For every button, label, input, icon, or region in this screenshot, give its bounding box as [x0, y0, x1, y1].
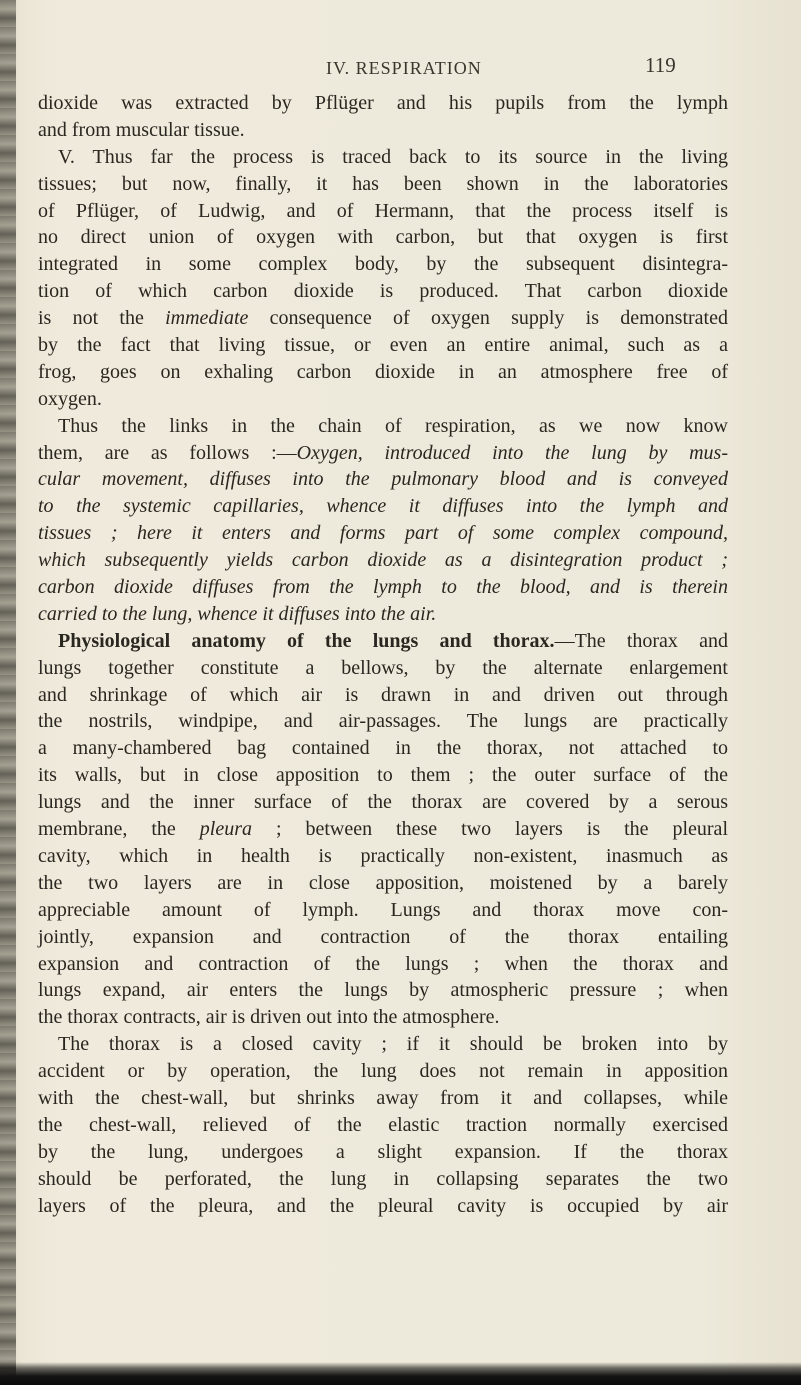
text-line [38, 520, 728, 547]
text-line [38, 466, 728, 493]
text-line: and shrinkage of which air is drawn in and driven out through [38, 683, 728, 706]
text-run: Thus the links in the chain of respiration, as we now know [58, 414, 728, 437]
text-line: lungs expand, air enters the lungs by atmospheric pressure ; when [38, 979, 728, 1002]
text-line: dioxide was extracted by Pflüger and his pupils from the lymph [38, 92, 728, 114]
text-line: frog, goes on exhaling carbon dioxide in an atmosphere free of [38, 360, 728, 383]
text-line: the chest-wall, relieved of the elastic traction normally exercised [38, 1113, 728, 1136]
text-line [38, 816, 728, 843]
text-line: cavity, which in health is practically non-existent, inasmuch as [38, 844, 728, 867]
text-line: appreciable amount of lymph. Lungs and thorax move con- [38, 898, 728, 921]
text-line: accident or by operation, the lung does not remain in apposition [38, 1060, 728, 1083]
text-line: lungs together constitute a bellows, by the alternate enlargement [38, 656, 728, 679]
text-line: a many-chambered bag contained in the thorax, not attached to [38, 737, 728, 760]
text-line: the two layers are in close apposition, moistened by a barely [38, 871, 728, 894]
text-line: The thorax is a closed cavity ; if it should be broken into by [58, 1033, 728, 1056]
text-run: is not the [38, 307, 166, 330]
text-run: them, are as follows :— [38, 441, 297, 464]
page-number: 119 [645, 53, 676, 77]
text-run: membrane, the [38, 818, 200, 841]
text-line [38, 628, 728, 655]
text-run: which subsequently yields carbon dioxide as a disintegration product ; [38, 549, 728, 572]
text-run: Physiological anatomy of the lungs and thorax. [58, 629, 555, 652]
text-run: tissues ; here it enters and forms part of some complex compound, [38, 522, 728, 545]
text-line: integrated in some complex body, by the subsequent disintegra- [38, 253, 728, 276]
text-line: should be perforated, the lung in collapsing separates the two [38, 1167, 728, 1190]
text-line: the thorax contracts, air is driven out into the atmosphere. [38, 1006, 500, 1029]
text-line [38, 305, 728, 332]
text-line [38, 493, 728, 520]
text-line [38, 574, 728, 601]
text-line: tion of which carbon dioxide is produced. That carbon dioxide [38, 280, 728, 303]
text-run: carbon dioxide diffuses from the lymph to the blood, and is therein [38, 576, 728, 599]
text-line: the nostrils, windpipe, and air-passages. The lungs are practically [38, 710, 728, 733]
text-line [38, 547, 728, 574]
running-head [40, 44, 780, 80]
text-line [38, 440, 728, 467]
text-line: V. Thus far the process is traced back to its source in the living [58, 145, 728, 168]
text-line: jointly, expansion and contraction of the thorax entailing [38, 925, 728, 948]
text-line [38, 413, 728, 440]
text-run: carried to the lung, whence it diffuses into the air. [38, 602, 437, 625]
text-line: expansion and contraction of the lungs ; when the thorax and [38, 952, 728, 975]
text-run: pleura [199, 818, 252, 841]
text-line: by the lung, undergoes a slight expansion. If the thorax [38, 1140, 728, 1163]
page-bottom-shadow [0, 1362, 801, 1385]
text-line [38, 601, 728, 628]
text-line: its walls, but in close apposition to them ; the outer surface of the [38, 764, 728, 787]
text-line: tissues; but now, finally, it has been shown in the laboratories [38, 172, 728, 195]
text-line: no direct union of oxygen with carbon, but that oxygen is first [38, 226, 728, 249]
text-run: consequence of oxygen supply is demonstrated [248, 307, 728, 330]
text-line: by the fact that living tissue, or even an entire animal, such as a [38, 334, 728, 357]
body-text [38, 90, 728, 1219]
text-run: cular movement, diffuses into the pulmonary blood and is conveyed [38, 468, 728, 491]
binding-edge [0, 0, 16, 1385]
text-run: ; between these two layers is the pleural [251, 818, 728, 841]
text-line: with the chest-wall, but shrinks away from it and collapses, while [38, 1086, 728, 1109]
text-line: lungs and the inner surface of the thorax are covered by a serous [38, 791, 728, 814]
text-line: of Pflüger, of Ludwig, and of Hermann, that the process itself is [38, 199, 728, 222]
text-line: layers of the pleura, and the pleural cavity is occupied by air [38, 1194, 728, 1217]
text-line: oxygen. [38, 387, 102, 410]
text-run: immediate [165, 307, 249, 330]
text-run: Oxygen, introduced into the lung by mus- [296, 441, 728, 464]
text-run: —The thorax and [554, 629, 728, 652]
chapter-title: IV. RESPIRATION [326, 58, 482, 78]
text-run: to the systemic capillaries, whence it diffuses into the lymph and [38, 495, 728, 518]
text-line: and from muscular tissue. [38, 118, 245, 141]
